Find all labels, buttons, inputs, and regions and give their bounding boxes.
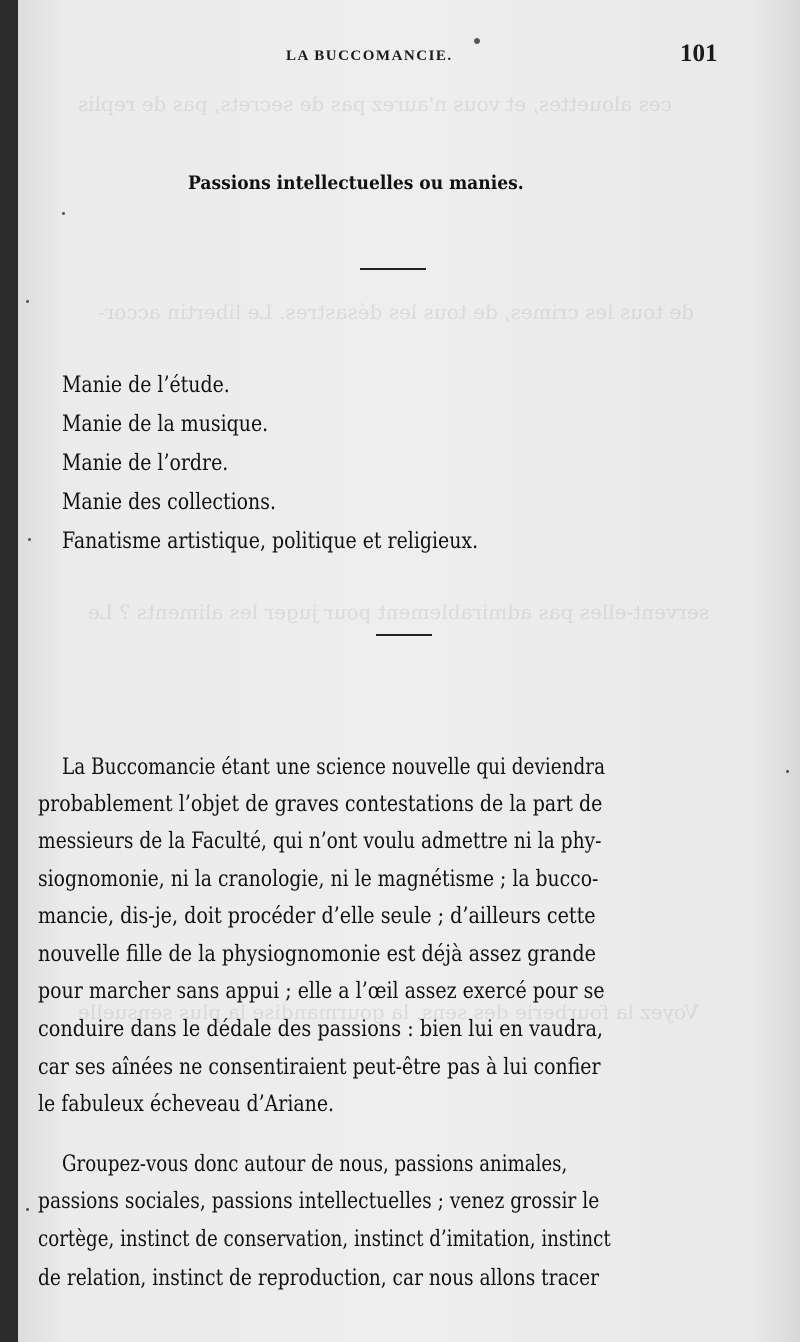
paragraph-line: car ses aînées ne consentiraient peut-être pas à lui confier — [38, 1055, 601, 1080]
running-head: LA BUCCOMANCIE. — [286, 48, 453, 64]
mania-list — [62, 366, 546, 561]
ink-speck — [474, 38, 480, 44]
paragraph-line: Groupez-vous donc autour de nous, passions animales, — [62, 1152, 568, 1177]
paragraph-line: cortège, instinct de conservation, instinct d’imitation, instinct — [38, 1227, 611, 1252]
paragraph-line: probablement l’objet de graves contestations de la part de — [38, 792, 603, 817]
mania-item: Manie des collections. — [62, 490, 276, 515]
section-title: Passions intellectuelles ou manies. — [188, 172, 524, 194]
paragraph-line: La Buccomancie étant une science nouvelle qui deviendra — [62, 755, 606, 780]
book-page: ces alouettes, et vous n'aurez pas de secrets, pas de replis de tous les crimes, de tous les désastres. Le libertin accor- servent-elles pas admirablement pour juger les aliments ? Le Voyez la fourberie des sens, la gourmandise la plus sensuelle LA BUCCOMANCIE. 101 Passions intellectuelles ou manies. Manie de l’étude. Manie de la musique. Manie de l’ordre. Manie des collections. Fanatisme artistique, politique et religieux. La Buccomancie étant une science nouvelle qui deviendra probablement l’objet de graves contestations de la part de messieurs de la Faculté, qui n’ont voulu admettre ni la phy- siognomonie, ni la cranologie, ni le magnétisme ; la bucco- mancie, dis-je, doit procéder d’elle seule ; d’ailleurs cette nouvelle fille de la physiognomonie est déjà assez grande pour marcher sans appui ; elle a l’œil assez exercé pour se conduire dans le dédale des passions : bien lui en vaudra, car ses aînées ne consentiraient peut-être pas à lui confier le fabuleux écheveau d’Ariane. Groupez-vous donc autour de nous, passions animales, passions sociales, passions intellectuelles ; venez grossir le cortège, instinct de conservation, instinct d’imitation, instinct de relation, instinct de reproduction, car nous allons tracer — [18, 0, 800, 1342]
mania-item: Manie de l’ordre. — [62, 451, 229, 476]
paragraph-line: mancie, dis-je, doit procéder d’elle seule ; d’ailleurs cette — [38, 904, 596, 929]
ink-speck — [26, 300, 29, 303]
separator-rule-top — [360, 268, 426, 270]
paragraph-line: pour marcher sans appui ; elle a l’œil assez exercé pour se — [38, 979, 605, 1004]
paragraph-line: passions sociales, passions intellectuelles ; venez grossir le — [38, 1189, 600, 1214]
ink-speck — [26, 1208, 29, 1211]
paragraph-line: siognomonie, ni la cranologie, ni le magnétisme ; la bucco- — [38, 867, 599, 892]
ink-speck — [786, 770, 789, 773]
ink-speck — [62, 212, 65, 215]
mania-item: Manie de la musique. — [62, 412, 269, 437]
paragraph-line: messieurs de la Faculté, qui n’ont voulu admettre ni la phy- — [38, 829, 602, 854]
paragraph-line: le fabuleux écheveau d’Ariane. — [38, 1092, 335, 1117]
mania-item: Fanatisme artistique, politique et religieux. — [62, 529, 479, 554]
paragraph-line: de relation, instinct de reproduction, car nous allons tracer — [38, 1266, 600, 1291]
paragraph-line: conduire dans le dédale des passions : bien lui en vaudra, — [38, 1017, 604, 1042]
separator-rule-bottom — [376, 634, 432, 636]
paragraph-line: nouvelle fille de la physiognomonie est déjà assez grande — [38, 942, 597, 967]
ink-speck — [28, 538, 31, 541]
mania-item: Manie de l’étude. — [62, 373, 230, 398]
page-number: 101 — [680, 40, 718, 67]
